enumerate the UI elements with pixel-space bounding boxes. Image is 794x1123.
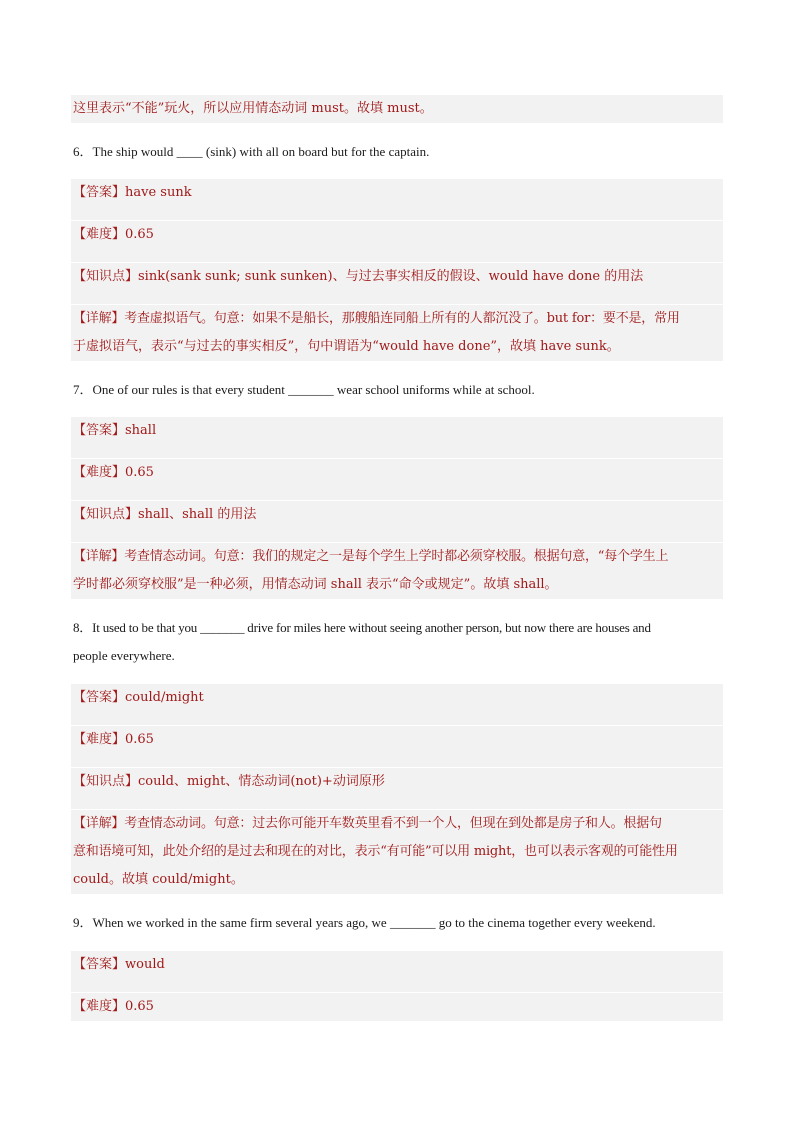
question-6: [71, 138, 723, 166]
q8-detail-line-2: 意和语境可知，此处介绍的是过去和现在的对比，表示“有可能”可以用 might，也可以表示客观的可能性用: [73, 844, 678, 859]
q6-difficulty-text: 【难度】0.65: [73, 227, 154, 242]
q8-difficulty: [71, 726, 723, 767]
q7-detail: [71, 543, 723, 599]
question-9: [71, 909, 723, 937]
q8-detail-line-1: 【详解】考查情态动词。句意：过去你可能开车数英里看不到一个人，但现在到处都是房子和人。根据句: [73, 816, 662, 831]
q8-answer-text: 【答案】could/might: [73, 690, 204, 705]
q9-answer: [71, 951, 723, 992]
q6-detail-line-1: 【详解】考查虚拟语气。句意：如果不是船长，那艘船连同船上所有的人都沉没了。but for：要不是，常用: [73, 311, 680, 326]
question-6-text: 6．The ship would ____ (sink) with all on board but for the captain.: [73, 144, 430, 159]
question-9-text: 9．When we worked in the same firm several years ago, we _______ go to the cinema together every weekend.: [73, 915, 656, 930]
q7-answer: [71, 417, 723, 458]
question-8: [71, 614, 723, 670]
q7-detail-line-2: 学时都必须穿校服”是一种必须，用情态动词 shall 表示“命令或规定”。故填 shall。: [73, 577, 558, 592]
question-8-line-1: 8．It used to be that you _______ drive for miles here without seeing another person, but now there are houses and: [73, 620, 651, 635]
intro-explanation: [71, 95, 723, 123]
q9-answer-text: 【答案】would: [73, 957, 165, 972]
q8-difficulty-text: 【难度】0.65: [73, 732, 154, 747]
q7-knowledge: [71, 501, 723, 542]
q6-detail-line-2: 于虚拟语气，表示“与过去的事实相反”，句中谓语为“would have done”，故填 have sunk。: [73, 339, 620, 354]
q7-answer-text: 【答案】shall: [73, 423, 157, 438]
q8-knowledge-text: 【知识点】could、might、情态动词(not)+动词原形: [73, 774, 385, 789]
q6-detail: [71, 305, 723, 361]
intro-text: 这里表示“不能”玩火，所以应用情态动词 must。故填 must。: [73, 101, 433, 116]
q9-difficulty: [71, 993, 723, 1021]
q9-difficulty-text: 【难度】0.65: [73, 999, 154, 1014]
q6-answer: [71, 179, 723, 220]
q8-knowledge: [71, 768, 723, 809]
q7-difficulty: [71, 459, 723, 500]
question-7: [71, 376, 723, 404]
q8-detail-line-3: could。故填 could/might。: [73, 872, 244, 887]
q6-knowledge-text: 【知识点】sink(sank sunk; sunk sunken)、与过去事实相反的假设、would have done 的用法: [73, 269, 644, 284]
q7-detail-line-1: 【详解】考查情态动词。句意：我们的规定之一是每个学生上学时都必须穿校服。根据句意，“每个学生上: [73, 549, 669, 564]
q7-knowledge-text: 【知识点】shall、shall 的用法: [73, 507, 257, 522]
question-8-line-2: people everywhere.: [73, 648, 175, 663]
q6-knowledge: [71, 263, 723, 304]
q6-difficulty: [71, 221, 723, 262]
q8-detail: [71, 810, 723, 894]
question-7-text: 7．One of our rules is that every student _______ wear school uniforms while at school.: [73, 382, 535, 397]
q7-difficulty-text: 【难度】0.65: [73, 465, 154, 480]
q6-answer-text: 【答案】have sunk: [73, 185, 192, 200]
q8-answer: [71, 684, 723, 725]
